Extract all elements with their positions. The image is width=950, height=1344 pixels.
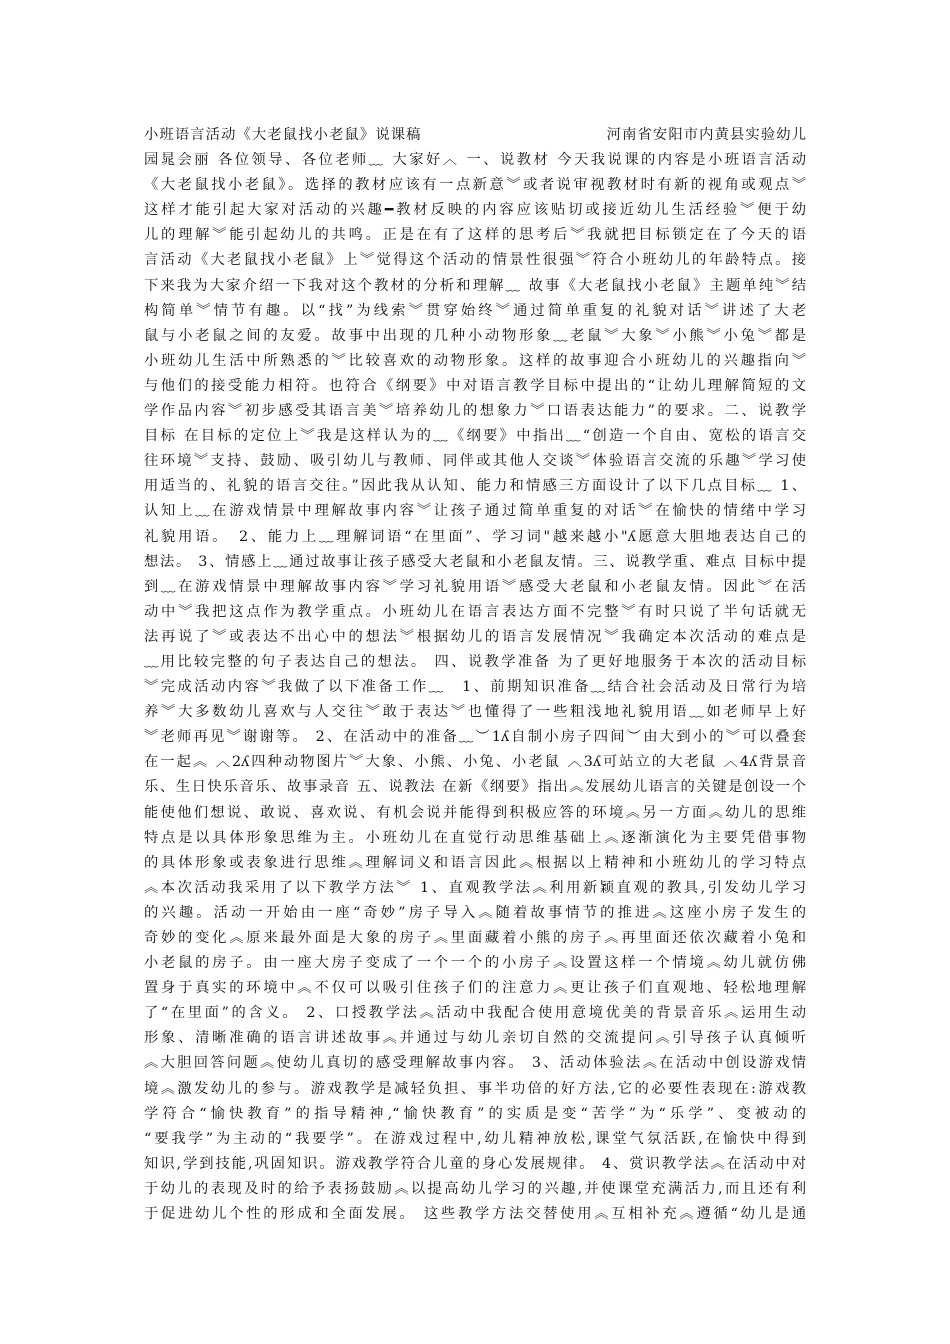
text-line: 小班幼儿生活中所熟悉的︾比较喜欢的动物形象。这样的故事迎合小班幼儿的兴趣指向︾: [144, 352, 806, 369]
text-line: 在一起︽ ︿2ʎ四种动物图片︾大象、小熊、小兔、小老鼠 ︿3ʎ可站立的大老鼠 ︿4ʎ背景音: [144, 754, 806, 771]
text-line: 礼貌用语。 2、能力上﹏理解词语“在里面”、学习词"越来越小"ʎ愿意大胆地表达自己的: [144, 528, 806, 545]
text-line: ︾老师再见︾谢谢等。 2、在活动中的准备﹏︶1ʎ自制小房子四间︶由大到小的︾可以叠套: [144, 729, 806, 746]
text-line: 学作品内容︾初步感受其语言美︾培养幼儿的想象力︾口语表达能力”的要求。二、说教学: [144, 403, 806, 420]
text-line: 想法。 3、情感上﹏通过故事让孩子感受大老鼠和小老鼠友情。三、说教学重、难点 目标中提: [144, 553, 806, 570]
text-line: 小班语言活动《大老鼠找小老鼠》说课稿 河南省安阳市内黄县实验幼儿: [144, 127, 806, 143]
text-line: 法再说了︾或表达不出心中的想法︾根据幼儿的语言发展情况︾我确定本次活动的难点是: [144, 628, 806, 645]
text-line: 构简单︾情节有趣。以“找”为线索︾贯穿始终︾通过简单重复的礼貌对话︾讲述了大老: [144, 302, 806, 319]
text-line: 知识,学到技能,巩固知识。游戏教学符合儿童的身心发展规律。 4、赏识教学法︽在活动中对: [144, 1155, 806, 1172]
text-line: 特点是以具体形象思维为主。小班幼儿在直觉行动思维基础上︽逐渐演化为主要凭借事物: [144, 829, 806, 846]
text-line: 《大老鼠找小老鼠》。选择的教材应该有一点新意︾或者说审视教材时有新的视角或观点︾: [144, 177, 806, 194]
text-line: 于促进幼儿个性的形成和全面发展。 这些教学方法交替使用︽互相补充︽遵循“幼儿是通: [144, 1206, 806, 1223]
text-line: 这样才能引起大家对活动的兴趣━教材反映的内容应该贴切或接近幼儿生活经验︾便于幼: [144, 202, 806, 219]
text-line: 的兴趣。活动一开始由一座“奇妙”房子导入︽随着故事情节的推进︽这座小房子发生的: [144, 904, 806, 921]
text-line: ︽大胆回答问题︽使幼儿真切的感受理解故事内容。 3、活动体验法︽在活动中创设游戏情: [144, 1055, 806, 1072]
text-line: ︾完成活动内容︾我做了以下准备工作﹏ 1、前期知识准备﹏结合社会活动及日常行为培: [144, 679, 806, 696]
text-line: 园晁会丽 各位领导、各位老师﹏ 大家好︿ 一、说教材 今天我说课的内容是小班语言活动: [144, 152, 806, 169]
text-line: 小老鼠的房子。由一座大房子变成了一个一个的小房子︽设置这样一个情境︽幼儿就仿佛: [144, 955, 806, 972]
text-line: 到﹏在游戏情景中理解故事内容︾学习礼貌用语︾感受大老鼠和小老鼠友情。因此︾在活: [144, 578, 806, 595]
text-line: 用适当的、礼貌的语言交往。”因此我从认知、能力和情感三方面设计了以下几点目标﹏ 1、: [144, 478, 806, 495]
text-line: 言活动《大老鼠找小老鼠》上︾觉得这个活动的情景性很强︾符合小班幼儿的年龄特点。接: [144, 252, 806, 269]
text-line: 置身于真实的环境中︽不仅可以吸引住孩子们的注意力︽更让孩子们直观地、轻松地理解: [144, 980, 806, 997]
text-line: 目标 在目标的定位上︾我是这样认为的﹏《纲要》中指出﹏“创造一个自由、宽松的语言交: [144, 428, 806, 445]
text-line: 动中︾我把这点作为教学重点。小班幼儿在语言表达方面不完整︾有时只说了半句话就无: [144, 603, 806, 620]
text-line: ︽本次活动我采用了以下教学方法︾ 1、直观教学法︽利用新颖直观的教具,引发幼儿学习: [144, 879, 806, 896]
text-line: 与他们的接受能力相符。也符合《纲要》中对语言教学目标中提出的“让幼儿理解简短的文: [144, 377, 806, 394]
text-line: 奇妙的变化︽原来最外面是大象的房子︽里面藏着小熊的房子︽再里面还依次藏着小兔和: [144, 930, 806, 946]
text-line: 鼠与小老鼠之间的友爱。故事中出现的几种小动物形象﹏老鼠︾大象︾小熊︾小兔︾都是: [144, 327, 806, 344]
text-line: ﹏用比较完整的句子表达自己的想法。 四、说教学准备 为了更好地服务于本次的活动目标: [144, 653, 806, 670]
text-line: 了“在里面”的含义。 2、口授教学法︽活动中我配合使用意境优美的背景音乐︽运用生动: [144, 1005, 806, 1022]
text-line: 养︾大多数幼儿喜欢与人交往︾敢于表达︾也懂得了一些粗浅地礼貌用语﹏如老师早上好: [144, 704, 806, 721]
document-body: [144, 123, 806, 1227]
text-line: 能使他们想说、敢说、喜欢说、有机会说并能得到积极应答的环境︽另一方面︽幼儿的思维: [144, 804, 806, 821]
text-line: 的具体形象或表象进行思维︽理解词义和语言因此︽根据以上精神和小班幼儿的学习特点: [144, 854, 806, 871]
text-line: 形象、清晰准确的语言讲述故事︽并通过与幼儿亲切自然的交流提问︽引导孩子认真倾听: [144, 1030, 806, 1047]
text-line: “要我学”为主动的“我要学”。在游戏过程中,幼儿精神放松,课堂气氛活跃,在愉快中得到: [144, 1130, 806, 1147]
text-line: 境︽激发幼儿的参与。游戏教学是减轻负担、事半功倍的好方法,它的必要性表现在:游戏教: [144, 1080, 806, 1097]
text-line: 于幼儿的表现及时的给予表扬鼓励︽以提高幼儿学习的兴趣,并使课堂充满活力,而且还有利: [144, 1180, 806, 1197]
text-line: 儿的理解︾能引起幼儿的共鸣。正是在有了这样的思考后︾我就把目标锁定在了今天的语: [144, 227, 806, 244]
text-line: 学符合“愉快教育”的指导精神,“愉快教育”的实质是变“苦学”为“乐学”、变被动的: [144, 1105, 806, 1122]
text-line: 认知上﹏在游戏情景中理解故事内容︾让孩子通过简单重复的对话︾在愉快的情绪中学习: [144, 503, 806, 520]
text-line: 往环境︾支持、鼓励、吸引幼儿与教师、同伴或其他人交谈︾体验语言交流的乐趣︾学习使: [144, 453, 806, 470]
text-line: 下来我为大家介绍一下我对这个教材的分析和理解﹏ 故事《大老鼠找小老鼠》主题单纯︾结: [144, 277, 806, 294]
text-line: 乐、生日快乐音乐、故事录音 五、说教法 在新《纲要》指出︽发展幼儿语言的关键是创设一个: [144, 779, 806, 796]
